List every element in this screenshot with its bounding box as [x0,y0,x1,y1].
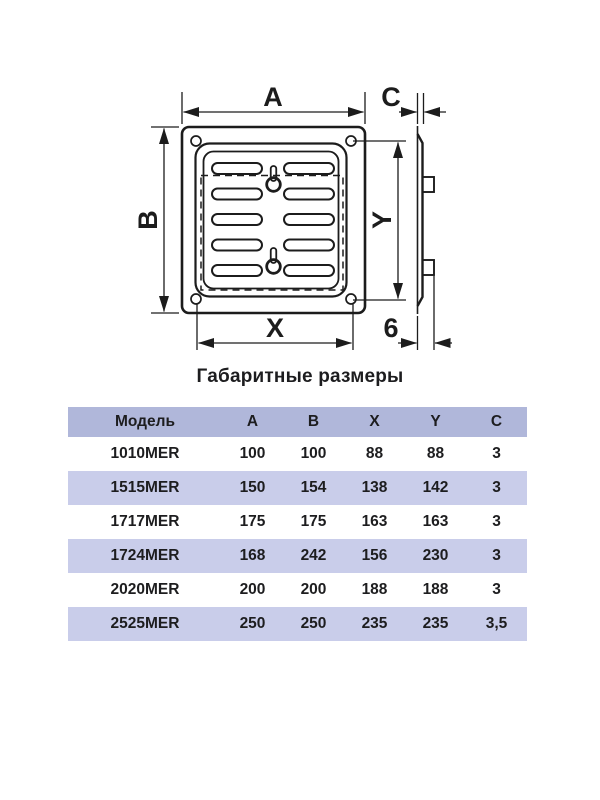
table-header-row [68,407,527,437]
section-title: Габаритные размеры [196,366,404,387]
dimension-value-cell: 88 [365,445,384,462]
dim-label-a: A [263,82,283,112]
table-header-cell: C [490,413,503,430]
model-cell: 1724MER [110,547,180,564]
table-header-cell: X [369,413,380,430]
dimension-value-cell: 138 [361,479,388,496]
dimension-value-cell: 188 [361,581,388,598]
dimension-value-cell: 188 [422,581,449,598]
dimensions-table-body [68,437,527,641]
dimension-value-cell: 3 [492,547,501,564]
dimension-value-cell: 3 [492,581,501,598]
dimension-value-cell: 150 [239,479,266,496]
table-row [68,437,527,471]
side-spring-tab [423,260,435,275]
table-row [68,573,527,607]
keyhole-mount-bottom [267,248,281,273]
dimension-value-cell: 200 [239,581,266,598]
dimension-value-cell: 235 [361,615,388,632]
table-header-cell: Модель [114,413,175,430]
dimension-value-cell: 156 [361,547,388,564]
dimension-value-cell: 250 [300,615,327,632]
dimension-value-cell: 168 [239,547,266,564]
model-cell: 2525MER [110,615,180,632]
dim-label-tab: 6 [383,313,399,343]
keyhole-mount-top [267,166,281,191]
dimension-value-cell: 88 [426,445,445,462]
dimension-value-cell: 163 [422,513,449,530]
table-header-cell: A [246,413,259,430]
dimensions-table-head [68,407,527,437]
table-header-cell: B [307,413,320,430]
model-cell: 1717MER [110,513,180,530]
dim-label-c: C [381,82,401,112]
dimensions-table [68,407,527,641]
table-row [68,539,527,573]
dimension-value-cell: 175 [300,513,327,530]
model-cell: 1515MER [110,479,180,496]
dimension-value-cell: 100 [300,445,327,462]
dimension-value-cell: 100 [239,445,266,462]
dim-label-x: X [265,313,285,343]
corner-screw-hole [191,136,201,146]
dimension-value-cell: 200 [300,581,327,598]
side-spring-tab [423,177,435,192]
table-header-cell: Y [430,413,441,430]
dimension-value-cell: 3 [492,479,501,496]
dimension-value-cell: 3,5 [485,615,508,632]
table-row [68,607,527,641]
dimension-value-cell: 175 [239,513,266,530]
table-row [68,505,527,539]
dim-label-y: Y [367,210,397,230]
grille-front-view [182,127,365,313]
grille-side-view [418,126,435,314]
dimension-value-cell: 3 [492,445,501,462]
dimension-value-cell: 235 [422,615,449,632]
grille-outer-frame [182,127,365,313]
corner-screw-hole [191,294,201,304]
dimension-value-cell: 230 [422,547,449,564]
model-cell: 2020MER [110,581,180,598]
corner-screw-hole [346,294,356,304]
dimension-value-cell: 163 [361,513,388,530]
dimension-value-cell: 142 [422,479,449,496]
dim-label-b: B [133,210,163,230]
dimension-value-cell: 3 [492,513,501,530]
dimension-value-cell: 250 [239,615,266,632]
dimension-value-cell: 242 [300,547,327,564]
dimension-value-cell: 154 [300,479,327,496]
dimension-drawing [0,0,600,362]
model-cell: 1010MER [110,445,180,462]
table-row [68,471,527,505]
